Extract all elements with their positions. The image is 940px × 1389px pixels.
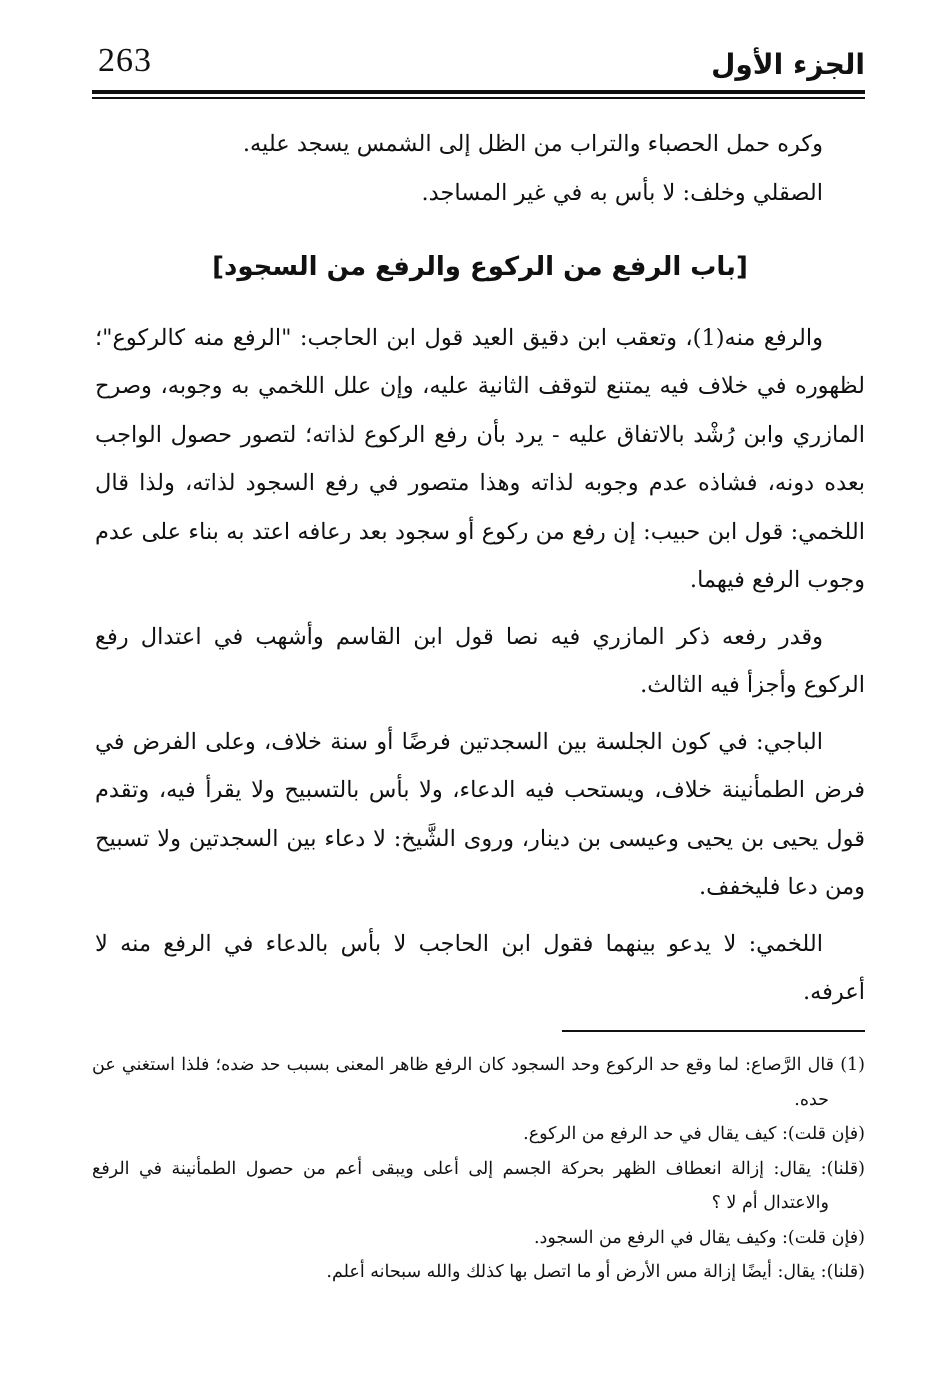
section-heading: [باب الرفع من الركوع والرفع من السجود]: [212, 252, 748, 282]
running-head: الجزء الأول: [711, 48, 865, 81]
paragraph-5: الباجي: في كون الجلسة بين السجدتين فرضًا أو سنة خلاف، وعلى الفرض في فرض الطمأنينة خلاف، ويستحب فيه الدعاء، ولا بأس بالتسبيح ولا يقرأ فيه، وتقدم قول يحيى بن يحيى وعيسى بن دينار، وروى الشَّيخ: لا دعاء بين السجدتين ولا تسبيح ومن دعا فليخفف.: [95, 728, 865, 900]
header-rule-thin: [92, 97, 865, 99]
footnote-separator: [562, 1030, 865, 1032]
footnote-line-5: (قلنا): يقال: أيضًا إزالة مس الأرض أو ما اتصل بها كذلك والله سبحانه أعلم.: [326, 1262, 865, 1282]
page-header: [90, 40, 865, 90]
footnote-line-2: (فإن قلت): كيف يقال في حد الرفع من الركوع.: [523, 1124, 865, 1144]
paragraph-1: وكره حمل الحصباء والتراب من الظل إلى الشمس يسجد عليه.: [242, 131, 823, 157]
header-rule-thick: [92, 90, 865, 94]
footnote-1: (1) قال الرَّصاع: لما وقع حد الركوع وحد السجود كان الرفع ظاهر المعنى بسبب حد ضده؛ فلذا استغني عن حده.: [92, 1055, 865, 1110]
paragraph-6: اللخمي: لا يدعو بينهما فقول ابن الحاجب لا بأس بالدعاء في الرفع منه لا أعرفه.: [95, 930, 865, 1005]
footnote-line-3: (قلنا): يقال: إزالة انعطاف الظهر بحركة الجسم إلى أعلى ويبقى أعم من حصول الطمأنينة في الرفع والاعتدال أم لا ؟: [92, 1158, 865, 1213]
paragraph-2: الصقلي وخلف: لا بأس به في غير المساجد.: [421, 179, 823, 206]
paragraph-4: وقدر رفعه ذكر المازري فيه نصا قول ابن القاسم وأشهب في اعتدال رفع الركوع وأجزأ فيه الثالث.: [95, 623, 865, 698]
page-number: 263: [98, 42, 152, 79]
main-text: [95, 120, 865, 1017]
paragraph-3: والرفع منه(1)، وتعقب ابن دقيق العيد قول ابن الحاجب: "الرفع منه كالركوع"؛ لظهوره في خلاف فيه يمتنع لتوقف الثانية عليه، وإن علل اللخمي به وجوبه، وصرح المازري وابن رُشْد بالاتفاق عليه - يرد بأن رفع الركوع لذاته؛ لتصور حصول الواجب بعده دونه، فشاذه عدم وجوبه لذاته وهذا متصور في رفع السجود لذاته، ولذا قال اللخمي: قول ابن حبيب: إن رفع من ركوع أو سجود بعد رعافه اعتد به بناء على عدم وجوب الرفع فيهما.: [95, 324, 865, 593]
footnotes: [92, 1048, 865, 1290]
footnote-line-4: (فإن قلت): وكيف يقال في الرفع من السجود.: [533, 1227, 865, 1248]
